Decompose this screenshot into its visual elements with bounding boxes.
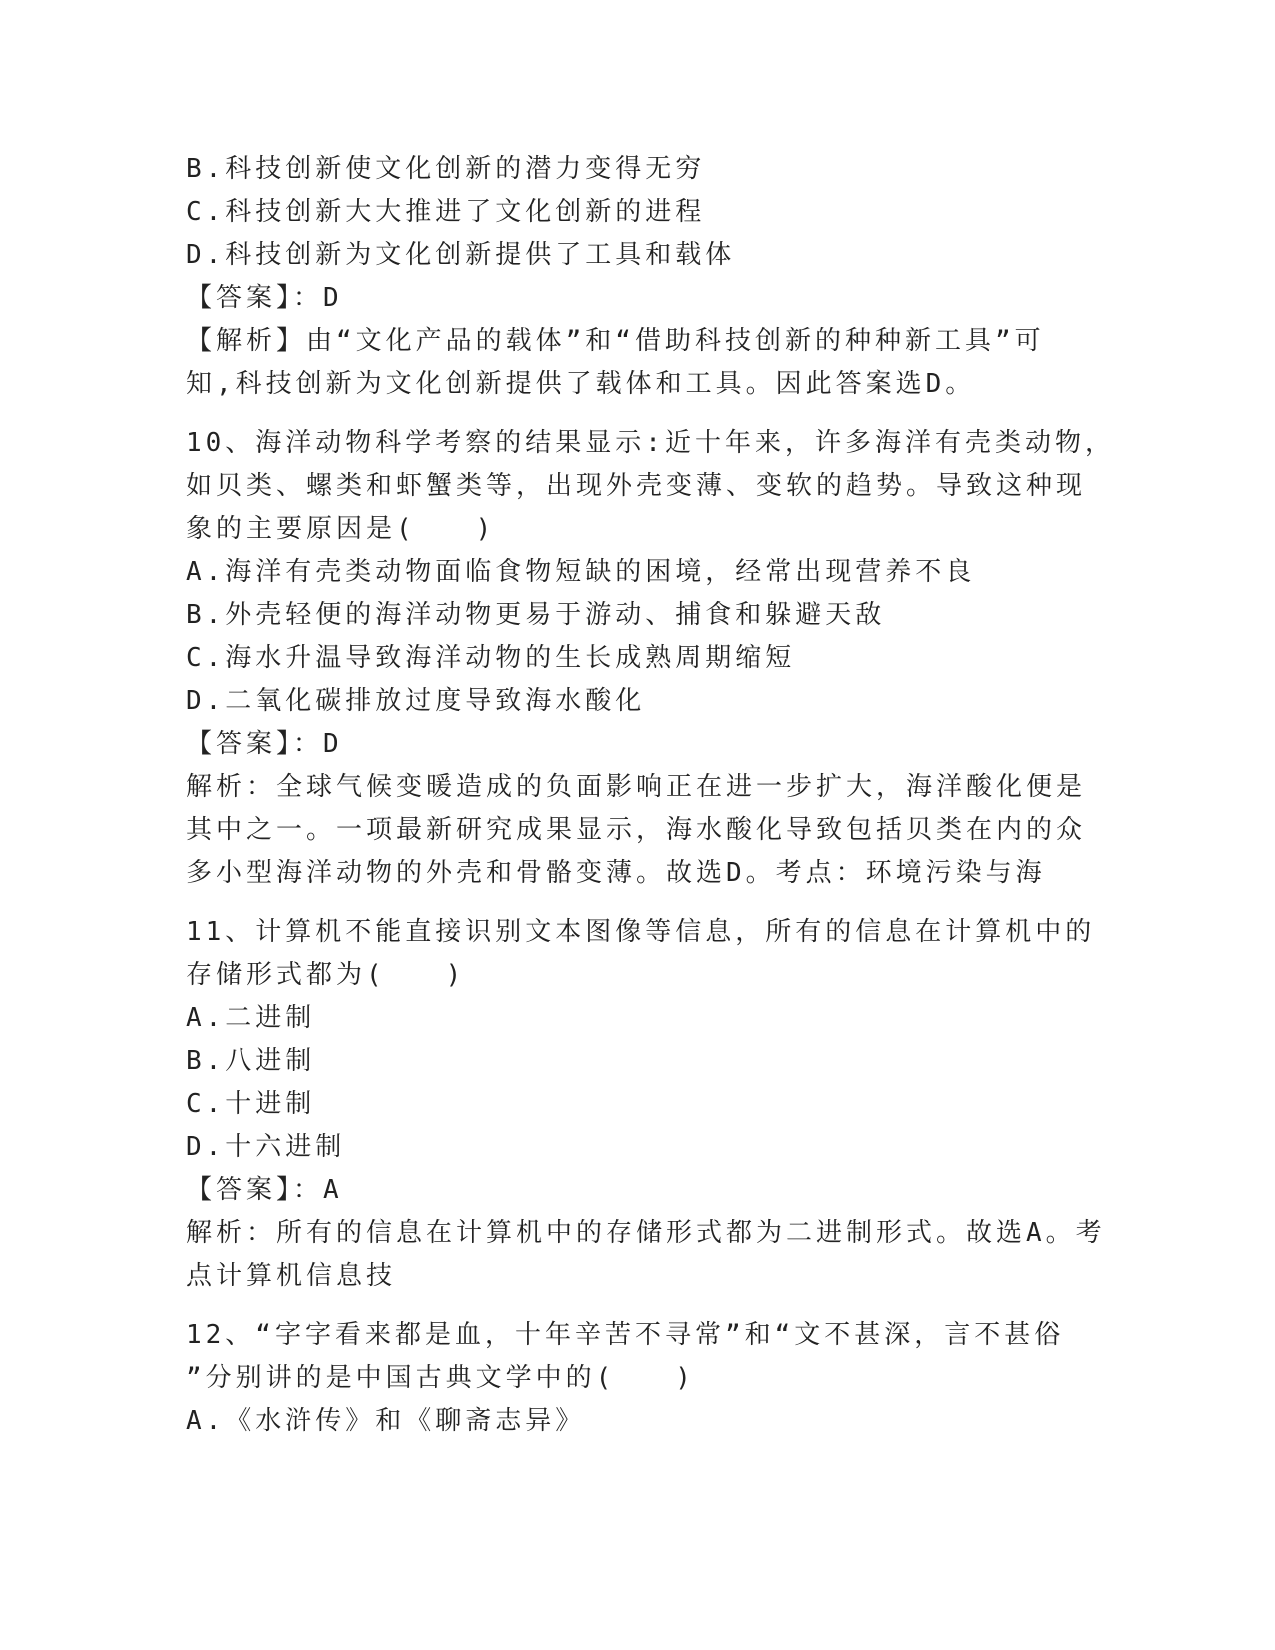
option-a: A.海洋有壳类动物面临食物短缺的困境，经常出现营养不良 [186,557,976,587]
explanation-line: 解析：所有的信息在计算机中的存储形式都为二进制形式。故选A。考 [186,1218,1106,1248]
explanation-line: 其中之一。一项最新研究成果显示，海水酸化导致包括贝类在内的众 [186,815,1087,845]
option-a: A.《水浒传》和《聊斋志异》 [186,1406,586,1436]
explanation-line: 【解析】由“文化产品的载体”和“借助科技创新的种种新工具”可 [186,326,1045,356]
question-stem: 11、计算机不能直接识别文本图像等信息，所有的信息在计算机中的 [186,917,1096,947]
question-11 [186,911,1106,1298]
explanation-line: 点计算机信息技 [186,1261,397,1291]
question-stem: 如贝类、螺类和虾蟹类等，出现外壳变薄、变软的趋势。导致这种现 [186,471,1087,501]
question-stem: 存储形式都为( ) [186,960,466,990]
option-b: B.外壳轻便的海洋动物更易于游动、捕食和躲避天敌 [186,600,886,630]
option-d: D.二氧化碳排放过度导致海水酸化 [186,686,646,716]
option-c: C.海水升温导致海洋动物的生长成熟周期缩短 [186,643,796,673]
option-c: C.十进制 [186,1089,316,1119]
question-10 [186,422,1115,895]
answer: 【答案】：A [186,1175,343,1205]
option-d: D.科技创新为文化创新提供了工具和载体 [186,240,736,270]
option-d: D.十六进制 [186,1132,346,1162]
question-stem: 12、“字字看来都是血，十年辛苦不寻常”和“文不甚深，言不甚俗 [186,1320,1065,1350]
option-b: B.科技创新使文化创新的潜力变得无穷 [186,154,706,184]
question-stem: 象的主要原因是( ) [186,514,496,544]
answer: 【答案】：D [186,283,343,313]
option-b: B.八进制 [186,1046,316,1076]
explanation-line: 知,科技创新为文化创新提供了载体和工具。因此答案选D。 [186,369,976,399]
explanation-line: 多小型海洋动物的外壳和骨骼变薄。故选D。考点：环境污染与海 [186,858,1046,888]
question-stem: 10、海洋动物科学考察的结果显示:近十年来，许多海洋有壳类动物， [186,428,1115,458]
answer: 【答案】：D [186,729,343,759]
question-12 [186,1314,1076,1443]
option-c: C.科技创新大大推进了文化创新的进程 [186,197,706,227]
question-9-tail [186,148,1076,406]
option-a: A.二进制 [186,1003,316,1033]
document-page [186,148,1115,1443]
question-stem: ”分别讲的是中国古典文学中的( ) [186,1363,695,1393]
explanation-line: 解析：全球气候变暖造成的负面影响正在进一步扩大，海洋酸化便是 [186,772,1087,802]
